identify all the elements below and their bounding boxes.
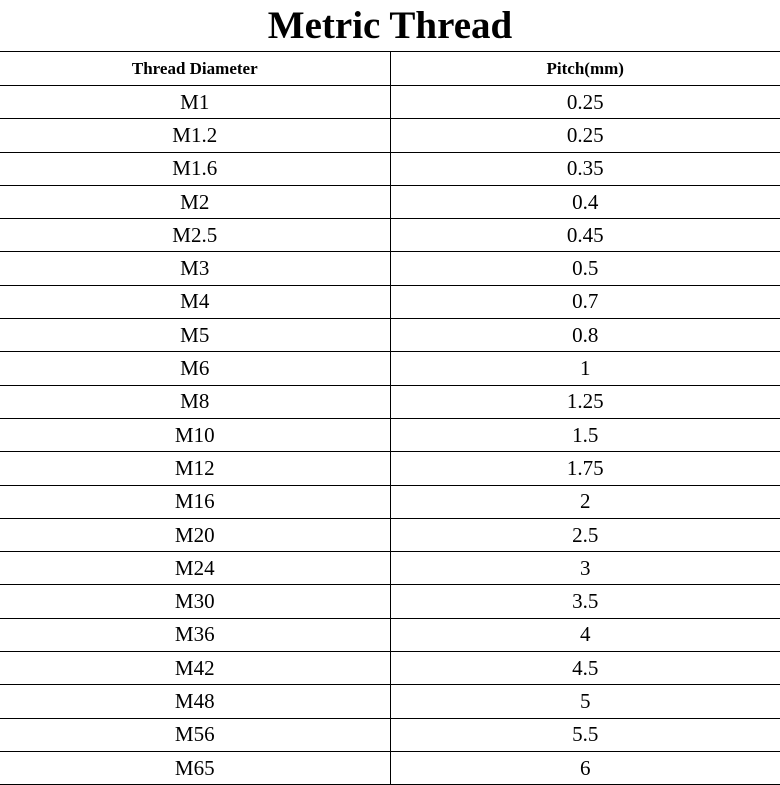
- pitch-cell: 5.5: [390, 718, 780, 751]
- pitch-cell: 0.8: [390, 319, 780, 352]
- table-row: [0, 352, 780, 385]
- header-thread-diameter: Thread Diameter: [0, 52, 390, 86]
- pitch-cell: 5: [390, 685, 780, 718]
- table-row: [0, 685, 780, 718]
- table-row: [0, 618, 780, 651]
- table-row: [0, 86, 780, 119]
- pitch-cell: 3: [390, 552, 780, 585]
- table-row: [0, 418, 780, 451]
- table-row: [0, 585, 780, 618]
- pitch-cell: 3.5: [390, 585, 780, 618]
- pitch-cell: 1: [390, 352, 780, 385]
- thread-diameter-cell: M48: [0, 685, 390, 718]
- header-row: [0, 52, 780, 86]
- thread-diameter-cell: M42: [0, 652, 390, 685]
- header-pitch: Pitch(mm): [390, 52, 780, 86]
- pitch-cell: 1.25: [390, 385, 780, 418]
- thread-diameter-cell: M6: [0, 352, 390, 385]
- thread-diameter-cell: M8: [0, 385, 390, 418]
- thread-table: [0, 51, 780, 785]
- thread-diameter-cell: M56: [0, 718, 390, 751]
- table-row: [0, 485, 780, 518]
- table-row: [0, 385, 780, 418]
- thread-diameter-cell: M4: [0, 285, 390, 318]
- thread-diameter-cell: M3: [0, 252, 390, 285]
- table-row: [0, 152, 780, 185]
- pitch-cell: 4: [390, 618, 780, 651]
- thread-diameter-cell: M2: [0, 185, 390, 218]
- table-row: [0, 119, 780, 152]
- table-row: [0, 718, 780, 751]
- pitch-cell: 4.5: [390, 652, 780, 685]
- table-row: [0, 518, 780, 551]
- thread-diameter-cell: M36: [0, 618, 390, 651]
- pitch-cell: 0.45: [390, 219, 780, 252]
- table-row: [0, 552, 780, 585]
- pitch-cell: 1.75: [390, 452, 780, 485]
- table-row: [0, 285, 780, 318]
- table-row: [0, 252, 780, 285]
- pitch-cell: 0.4: [390, 185, 780, 218]
- page-title: Metric Thread: [267, 4, 513, 47]
- thread-diameter-cell: M24: [0, 552, 390, 585]
- thread-diameter-cell: M10: [0, 418, 390, 451]
- pitch-cell: 0.5: [390, 252, 780, 285]
- table-row: [0, 319, 780, 352]
- thread-diameter-cell: M20: [0, 518, 390, 551]
- pitch-cell: 1.5: [390, 418, 780, 451]
- thread-diameter-cell: M65: [0, 751, 390, 784]
- table-header: [0, 52, 780, 86]
- pitch-cell: 0.7: [390, 285, 780, 318]
- pitch-cell: 0.35: [390, 152, 780, 185]
- thread-diameter-cell: M1.6: [0, 152, 390, 185]
- thread-diameter-cell: M1.2: [0, 119, 390, 152]
- pitch-cell: 0.25: [390, 86, 780, 119]
- thread-diameter-cell: M30: [0, 585, 390, 618]
- table-row: [0, 185, 780, 218]
- table-row: [0, 452, 780, 485]
- table-body: [0, 86, 780, 785]
- pitch-cell: 0.25: [390, 119, 780, 152]
- thread-diameter-cell: M5: [0, 319, 390, 352]
- table-row: [0, 219, 780, 252]
- table-row: [0, 652, 780, 685]
- thread-diameter-cell: M16: [0, 485, 390, 518]
- pitch-cell: 6: [390, 751, 780, 784]
- thread-diameter-cell: M2.5: [0, 219, 390, 252]
- thread-diameter-cell: M12: [0, 452, 390, 485]
- pitch-cell: 2.5: [390, 518, 780, 551]
- thread-diameter-cell: M1: [0, 86, 390, 119]
- pitch-cell: 2: [390, 485, 780, 518]
